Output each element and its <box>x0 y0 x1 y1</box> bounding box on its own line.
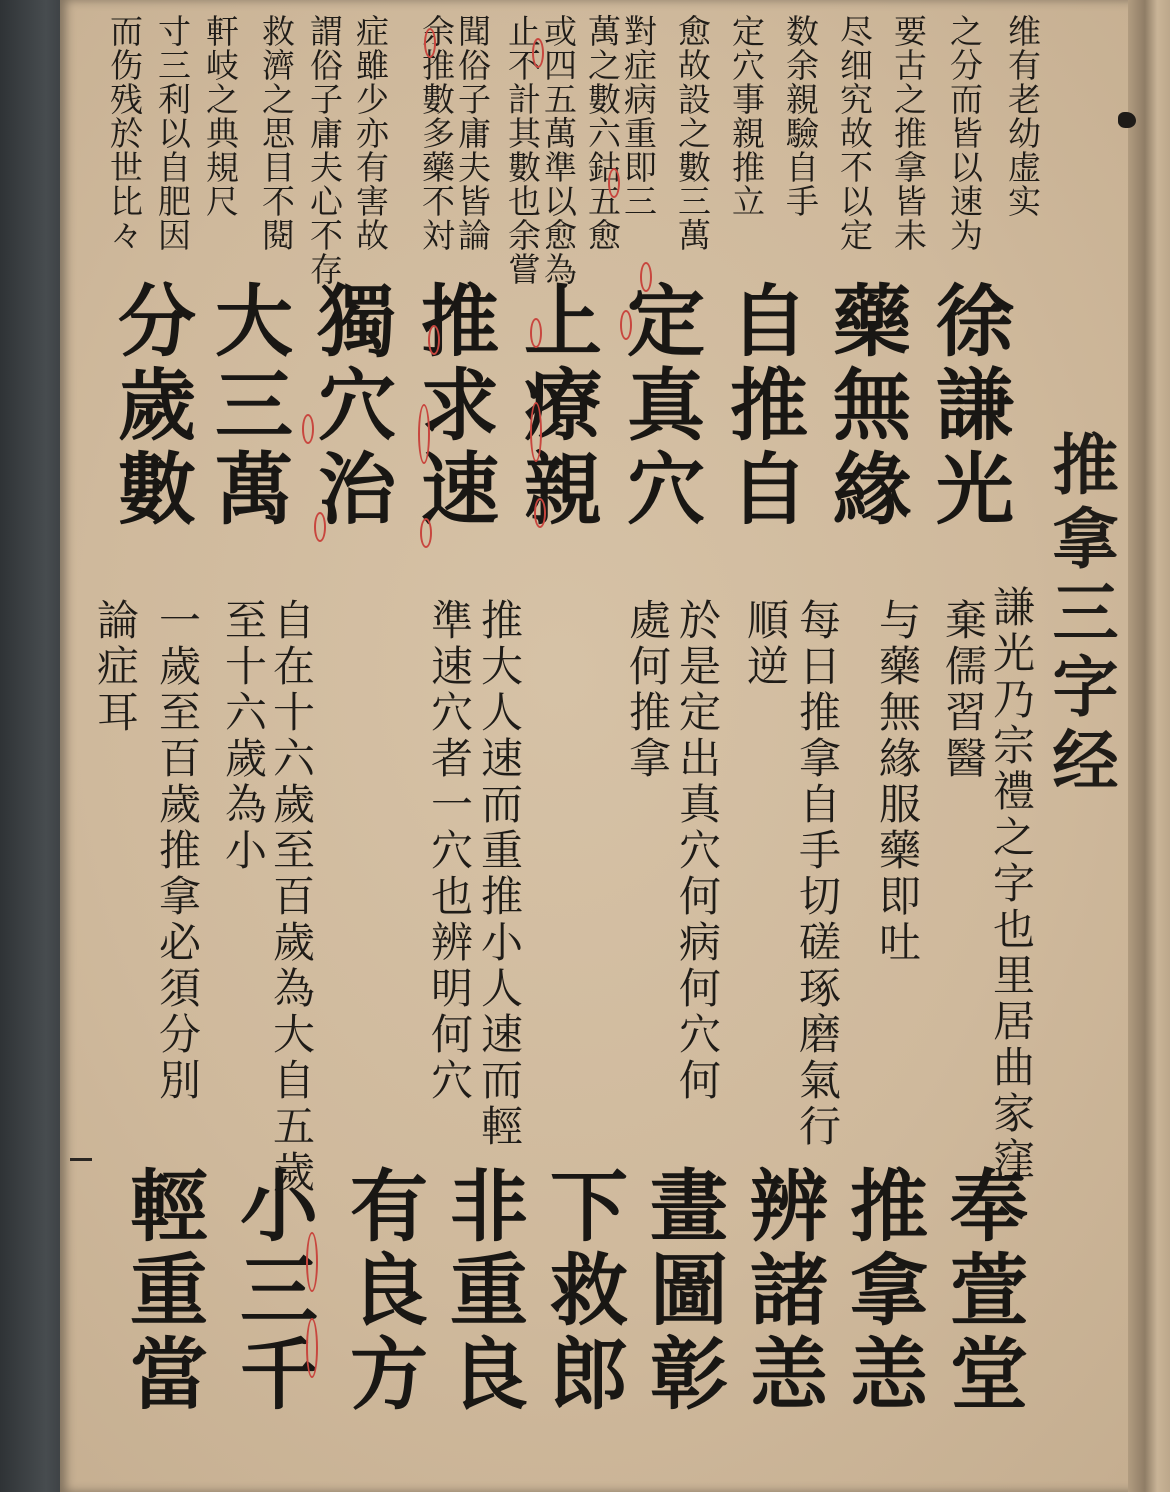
red-circle-mark <box>640 262 652 292</box>
lower-note-9: 準速穴者一穴也辨明何穴 <box>425 598 474 1104</box>
upper-note-3: 要古之推拿皆未 <box>889 14 928 252</box>
upper-note-10: 或四五萬準以愈為 <box>539 14 578 286</box>
upper-note-6: 定穴事親推立 <box>727 14 766 218</box>
ink-blot-icon <box>1118 112 1136 128</box>
lower-verse-5: 下救郎 <box>537 1165 628 1417</box>
upper-note-11: 止不計其數也余嘗 <box>503 14 542 286</box>
upper-verse-9: 分歲數 <box>105 280 196 532</box>
upper-note-1: 维有老幼虚实 <box>1003 14 1042 218</box>
upper-verse-7: 獨穴治 <box>305 280 396 532</box>
upper-note-17: 軒岐之典規尺 <box>201 14 240 218</box>
lower-note-13: 論症耳 <box>91 598 140 736</box>
upper-note-16: 救濟之思目不閱 <box>257 14 296 252</box>
red-circle-mark <box>420 518 432 548</box>
lower-note-3: 与藥無緣服藥即吐 <box>873 598 922 966</box>
upper-note-12: 聞俗子庸夫皆論 <box>453 14 492 252</box>
upper-note-13: 余推數多藥不対 <box>417 14 456 252</box>
red-circle-mark <box>534 498 546 528</box>
upper-note-14: 症雖少亦有害故 <box>351 14 390 252</box>
upper-note-7: 愈故設之數三萬 <box>673 14 712 252</box>
lower-verse-4: 畫圖彰 <box>637 1165 728 1417</box>
red-circle-mark <box>306 1232 318 1292</box>
lower-note-4: 每日推拿自手切磋琢磨氣行 <box>793 598 842 1150</box>
lower-note-8: 推大人速而重推小人速而輕 <box>475 598 524 1150</box>
upper-note-4: 尽细究故不以定 <box>835 14 874 252</box>
lower-note-1: 謙光乃宗禮之字也里居曲家窪 <box>987 585 1036 1183</box>
lower-note-10: 自在十六歲至百歲為大自五歲 <box>267 598 316 1196</box>
lower-verse-7: 有良方 <box>337 1165 428 1417</box>
red-circle-mark <box>620 310 632 340</box>
red-circle-mark <box>530 318 542 348</box>
upper-verse-6: 推求速 <box>408 280 499 532</box>
lower-verse-1: 奉萱堂 <box>937 1165 1028 1417</box>
margin-dash <box>70 1158 92 1161</box>
red-circle-mark <box>306 1318 318 1378</box>
upper-verse-8: 大三萬 <box>202 280 293 532</box>
lower-verse-2: 推拿恙 <box>837 1165 928 1417</box>
red-circle-mark <box>314 512 326 542</box>
red-circle-mark <box>428 325 440 355</box>
upper-note-15: 謂俗子庸夫心不存 <box>305 14 344 286</box>
lower-note-12: 一歲至百歲推拿必須分別 <box>153 598 202 1104</box>
red-circle-mark <box>532 38 544 68</box>
upper-verse-1: 徐謙光 <box>923 280 1014 532</box>
upper-verse-4: 定真穴 <box>614 280 705 532</box>
upper-note-5: 数余親驗自手 <box>781 14 820 218</box>
book-binding <box>0 0 66 1492</box>
upper-note-9: 萬之數六鈷五愈 <box>583 14 622 252</box>
page-title: 推拿三字经 <box>1041 430 1119 800</box>
lower-note-2: 棄儒習醫 <box>939 598 988 782</box>
lower-verse-8: 小三千 <box>227 1165 318 1417</box>
upper-note-2: 之分而皆以速为 <box>945 14 984 252</box>
lower-note-5: 順逆 <box>741 598 790 690</box>
lower-verse-3: 辨諸恙 <box>737 1165 828 1417</box>
upper-note-19: 而伤残於世比々 <box>105 14 144 252</box>
upper-note-18: 寸三利以自肥因 <box>153 14 192 252</box>
page-gutter <box>1128 0 1170 1492</box>
lower-verse-6: 非重良 <box>437 1165 528 1417</box>
upper-verse-3: 自推自 <box>717 280 808 532</box>
lower-verse-9: 輕重當 <box>117 1165 208 1417</box>
red-circle-mark <box>418 404 430 464</box>
red-circle-mark <box>424 28 436 58</box>
lower-note-6: 於是定出真穴何病何穴何 <box>673 598 722 1104</box>
red-circle-mark <box>530 402 542 462</box>
upper-verse-2: 藥無緣 <box>820 280 911 532</box>
red-circle-mark <box>608 168 620 198</box>
lower-note-11: 至十六歲為小 <box>219 598 268 874</box>
red-circle-mark <box>302 414 314 444</box>
upper-verse-5: 上療親 <box>511 280 602 532</box>
upper-note-8: 對症病重即三 <box>619 14 658 218</box>
lower-note-7: 處何推拿 <box>623 598 672 782</box>
